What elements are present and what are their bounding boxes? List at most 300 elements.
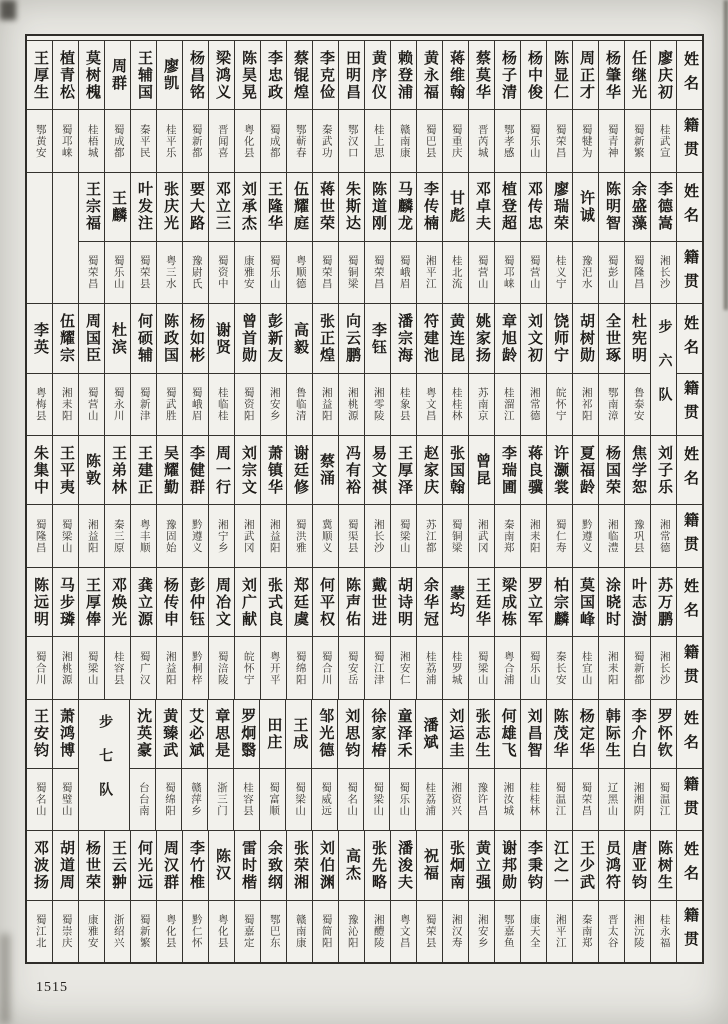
person-origin-cell [183,637,208,698]
person-name-cell-text: 田庄 [265,716,282,751]
person-origin-cell [495,110,520,171]
person-name-cell-text: 陈政国 [162,313,178,365]
person-origin-cell [495,637,520,698]
person-name-cell [182,700,207,769]
scan-artifact-bottom-left [0,934,10,1024]
person-origin-cell [79,505,104,566]
person-name-cell [625,831,650,900]
person-origin-cell [469,110,494,171]
person-origin-cell-text: 桂梧城 [86,123,98,159]
person-name-cell [573,568,598,637]
person-column [157,436,183,567]
header-name-cell-text: 姓名 [682,51,698,100]
person-origin-cell-text: 粤文昌 [424,387,436,422]
person-origin-cell [547,110,572,171]
person-name-cell-text: 王厚俸 [84,576,100,628]
roster-band-6 [27,700,702,832]
person-name-cell [313,41,338,110]
person-name-cell-text: 王云翀 [110,839,126,891]
person-name-cell-text: 何光远 [136,839,152,891]
person-column [651,41,677,172]
person-origin-cell [443,242,468,303]
person-column [105,831,131,962]
header-origin-cell-text: 籍贯 [681,775,698,824]
person-name-cell-text: 邓焕光 [110,576,126,628]
person-column [443,831,469,962]
person-origin-cell-text: 蜀乐山 [398,782,410,817]
person-origin-cell-text: 蜀绵阳 [163,782,175,817]
person-origin-cell-text: 桂上思 [372,123,384,159]
person-column [339,831,365,962]
person-name-cell [157,436,182,505]
person-origin-cell-text: 豫尉氏 [190,255,202,290]
person-name-cell [599,700,624,769]
person-name-cell-text: 杨子清 [500,49,516,101]
person-name-cell-text: 何雄飞 [499,708,516,760]
person-name-cell [651,41,676,110]
person-origin-cell-text: 蜀成都 [112,123,124,159]
person-name-cell-text: 王建正 [136,444,152,496]
person-origin-cell [443,637,468,698]
header-column [677,568,702,699]
person-name-cell [339,173,364,242]
header-column [677,41,702,172]
person-name-cell [157,173,182,242]
person-origin-cell [209,110,234,171]
person-column [443,700,469,831]
person-name-cell [209,304,234,373]
person-origin-cell [235,374,260,435]
person-column [79,304,105,435]
person-name-cell [235,568,260,637]
person-origin-cell-text: 湘益阳 [268,518,280,554]
person-origin-cell [339,505,364,566]
person-name-cell-text: 周国臣 [84,313,100,365]
person-origin-cell-text: 湘桃源 [346,387,358,422]
person-origin-cell-text: 蜀永川 [112,387,124,422]
person-name-cell-text: 刘昌智 [525,708,542,760]
person-origin-cell-text: 鲁泰安 [632,387,644,422]
person-name-cell-text: 植青松 [58,49,74,101]
roster-band-5 [27,568,702,700]
person-origin-cell-text: 蜀梁山 [372,782,384,817]
person-origin-cell [469,505,494,566]
person-column [495,304,521,435]
person-origin-cell [287,505,312,566]
person-name-cell-text: 郑廷虞 [292,576,308,628]
header-name-cell [677,304,702,373]
person-origin-cell-text: 蜀荣昌 [372,255,384,290]
person-origin-cell [495,769,520,830]
person-name-cell-text: 蔡锟煌 [292,49,308,101]
person-column [417,568,443,699]
person-origin-cell [365,374,390,435]
person-column [443,41,469,172]
person-name-cell-text: 张庆光 [162,181,178,233]
person-column [261,304,287,435]
person-origin-cell-text: 桂桂林 [450,387,462,422]
person-column [365,831,391,962]
person-origin-cell [261,637,286,698]
person-name-cell [651,568,676,637]
person-origin-cell-text: 粤化县 [242,123,254,159]
person-name-cell-text: 夏福龄 [578,444,594,496]
person-origin-cell [313,637,338,698]
person-origin-cell-text: 豫固始 [164,518,176,554]
person-column [443,304,469,435]
person-column [417,304,443,435]
person-name-cell [313,831,338,900]
person-column [339,568,365,699]
person-origin-cell-text: 赣南康 [398,123,410,159]
person-origin-cell [131,901,156,962]
person-origin-cell-text: 桂宜山 [580,650,592,686]
header-origin-cell-text: 籍贯 [682,512,698,561]
person-origin-cell-text: 蜀梁山 [476,650,488,686]
person-origin-cell [183,505,208,566]
person-origin-cell [651,505,676,566]
person-name-cell-text: 甘彪 [448,189,464,224]
person-origin-cell-text: 赣萍乡 [189,782,201,817]
person-origin-cell-text: 康天全 [528,914,540,949]
person-origin-cell [339,110,364,171]
person-name-cell-text: 彭新友 [266,313,282,365]
person-origin-cell-text: 蜀青神 [606,123,618,159]
person-column [417,173,443,304]
person-origin-cell-text: 皖怀宁 [242,650,254,686]
person-origin-cell [313,242,338,303]
person-origin-cell-text: 秦三原 [112,518,124,554]
person-name-cell-text: 罗怀钦 [655,708,672,760]
person-origin-cell-text: 晋闻喜 [216,123,228,159]
person-name-cell-text: 潘宗海 [396,313,412,365]
person-name-cell-text: 叶发注 [136,181,152,233]
person-origin-cell-text: 湘安乡 [476,914,488,949]
person-origin-cell [495,374,520,435]
person-name-cell [599,304,624,373]
person-origin-cell-text: 湘汉寿 [450,914,462,949]
person-origin-cell-text: 桂荔浦 [424,650,436,686]
person-name-cell [390,700,415,769]
person-name-cell-text: 莫树槐 [84,49,100,101]
header-name-cell [677,41,702,110]
person-name-cell-text: 向云鹏 [344,313,360,365]
person-name-cell-text: 张炯南 [448,839,464,891]
person-column [443,568,469,699]
person-origin-cell-text: 湘醴陵 [372,914,384,949]
person-column [599,304,625,435]
person-name-cell-text: 周群 [110,58,126,93]
person-origin-cell-text: 蜀资中 [216,255,228,290]
person-origin-cell-text: 粤合浦 [502,650,514,686]
header-name-cell [677,831,702,900]
squad-label-cell [651,304,676,435]
person-name-cell [312,700,337,769]
person-origin-cell-text: 粤化县 [164,914,176,949]
header-name-cell [677,568,702,637]
person-name-cell-text: 张式良 [266,576,282,628]
person-name-cell-text: 蔡莫华 [474,49,490,101]
person-name-cell-text: 江之一 [552,839,568,891]
person-origin-cell-text: 湘益阳 [86,518,98,554]
person-origin-cell [547,242,572,303]
person-column [365,568,391,699]
person-name-cell-text: 杜宪明 [630,313,646,365]
person-name-cell-text: 赵家庆 [422,444,438,496]
person-origin-cell [157,901,182,962]
person-name-cell-text: 黄序仪 [370,49,386,101]
person-column [130,700,156,831]
person-origin-cell-text: 湘长沙 [372,518,384,554]
person-column [443,436,469,567]
person-origin-cell [417,242,442,303]
person-name-cell [261,41,286,110]
person-origin-cell [53,637,78,698]
person-origin-cell-text: 湘平江 [554,914,566,949]
person-origin-cell-text: 蜀崇庆 [60,914,72,949]
person-name-cell-text: 王宗福 [84,181,100,233]
person-origin-cell [391,637,416,698]
person-name-cell-text: 戴世进 [370,576,386,628]
person-origin-cell-text: 湘耒阳 [528,518,540,554]
person-column [521,568,547,699]
person-name-cell-text: 陈声佑 [344,576,360,628]
person-origin-cell-text: 蜀温江 [658,782,670,817]
person-origin-cell [286,769,311,830]
person-name-cell [287,568,312,637]
person-origin-cell-text: 秦长安 [554,650,566,686]
person-origin-cell [183,242,208,303]
person-name-cell [469,304,494,373]
person-name-cell-text: 刘宗文 [240,444,256,496]
person-name-cell [469,436,494,505]
person-name-cell [235,436,260,505]
person-origin-cell-text: 晋太谷 [606,914,618,949]
person-origin-cell-text: 湘益阳 [164,650,176,686]
person-origin-cell-text: 秦平民 [138,123,150,159]
person-name-cell [53,436,78,505]
person-origin-cell-text: 蜀彭山 [606,255,618,290]
header-origin-cell [677,374,702,435]
person-column [235,831,261,962]
person-origin-cell [261,374,286,435]
person-column [651,700,677,831]
person-column [469,173,495,304]
person-name-cell-text: 蒋良骥 [526,444,542,496]
person-name-cell [495,41,520,110]
person-origin-cell-text: 蜀威远 [320,782,332,817]
person-name-cell [443,304,468,373]
person-name-cell [131,41,156,110]
person-origin-cell [443,505,468,566]
person-origin-cell-text: 湘桃源 [60,650,72,686]
person-origin-cell-text: 鲁临清 [294,387,306,422]
person-name-cell-text: 曾昆 [474,453,490,488]
person-name-cell-text: 高毅 [292,321,308,356]
person-column [287,304,313,435]
header-origin-cell [677,505,702,566]
person-column [599,568,625,699]
person-origin-cell [157,637,182,698]
person-name-cell [27,304,52,373]
person-column [365,41,391,172]
person-name-cell-text: 李传楠 [422,181,438,233]
person-name-cell [651,831,676,900]
header-origin-cell [677,110,702,171]
person-name-cell-text: 余盛藻 [630,181,646,233]
person-origin-cell [417,505,442,566]
person-name-cell-text: 杨肇华 [604,49,620,101]
person-origin-cell [391,505,416,566]
person-origin-cell-text: 湘常德 [528,387,540,422]
person-origin-cell-text: 蜀铜梁 [450,518,462,554]
person-origin-cell [182,769,207,830]
person-column [495,568,521,699]
person-name-cell-text: 柏宗麟 [552,576,568,628]
person-origin-cell [287,242,312,303]
person-name-cell [391,41,416,110]
header-origin-cell-text: 籍贯 [682,380,698,429]
person-name-cell-text: 李克俭 [318,49,334,101]
person-column [416,700,442,831]
person-origin-cell-text: 蜀巴县 [424,123,436,159]
person-origin-cell-text: 蜀新繁 [632,123,644,159]
person-column [261,173,287,304]
person-name-cell [417,568,442,637]
person-column [391,436,417,567]
header-name-cell-text: 姓名 [682,314,698,363]
header-name-cell-text: 姓名 [682,446,698,495]
person-origin-cell-text: 黔遵义 [190,518,202,554]
person-column [157,41,183,172]
header-origin-cell-text: 籍贯 [682,907,698,956]
person-name-cell-text: 全世琢 [604,313,620,365]
person-origin-cell [27,637,52,698]
person-column [209,41,235,172]
person-column [365,304,391,435]
person-name-cell [469,700,494,769]
person-origin-cell-text: 湘祁阳 [580,387,592,422]
person-name-cell [495,568,520,637]
person-name-cell-text: 刘伯渊 [318,839,334,891]
person-column [209,436,235,567]
person-name-cell [183,436,208,505]
empty-cell [53,173,78,304]
person-name-cell [521,700,546,769]
header-origin-cell-text: 籍贯 [682,248,698,297]
person-name-cell-text: 王安钧 [32,708,49,760]
person-name-cell [365,831,390,900]
person-column [573,436,599,567]
person-column [339,436,365,567]
person-column [365,436,391,567]
person-origin-cell [469,769,494,830]
person-column [573,831,599,962]
person-column [27,436,53,567]
person-origin-cell [130,769,155,830]
person-column [105,568,131,699]
person-column [27,304,53,435]
roster-band-1 [27,41,702,173]
person-name-cell-text: 饶师宁 [552,313,568,365]
person-origin-cell-text: 湘武冈 [476,518,488,554]
person-origin-cell [261,110,286,171]
person-column [651,568,677,699]
person-column [105,436,131,567]
person-column [183,436,209,567]
person-column [53,831,79,962]
person-origin-cell-text: 蜀乐山 [528,123,540,159]
person-origin-cell [312,769,337,830]
roster-table [25,34,704,964]
person-name-cell [313,568,338,637]
person-origin-cell [287,901,312,962]
person-origin-cell-text: 湘湘阴 [632,782,644,817]
person-origin-cell-text: 蜀渠县 [346,518,358,554]
person-origin-cell [469,242,494,303]
person-column [547,41,573,172]
person-name-cell-text: 何平权 [318,576,334,628]
person-column [235,41,261,172]
person-name-cell [260,700,285,769]
person-origin-cell [339,901,364,962]
person-column [573,173,599,304]
person-name-cell-text: 黄臻武 [161,708,178,760]
person-origin-cell-text: 蜀江津 [372,650,384,686]
person-origin-cell-text: 浙三门 [216,782,227,817]
person-name-cell-text: 刘文初 [526,313,542,365]
scan-artifact-right-edge [724,0,728,310]
person-name-cell [157,568,182,637]
person-column [209,568,235,699]
person-name-cell [495,304,520,373]
person-origin-cell [521,901,546,962]
person-name-cell-text: 李健群 [188,444,204,496]
header-origin-cell [677,901,702,962]
person-name-cell-text: 马麟龙 [396,181,412,233]
person-column [209,173,235,304]
person-column [339,173,365,304]
person-column [469,700,495,831]
person-column [261,831,287,962]
person-name-cell [131,568,156,637]
person-name-cell [469,173,494,242]
person-origin-cell-text: 蜀荣县 [424,914,436,949]
person-name-cell [521,173,546,242]
person-column [131,304,157,435]
person-origin-cell [365,110,390,171]
person-column [443,173,469,304]
empty-cell [27,173,52,304]
person-name-cell [235,173,260,242]
person-column [287,173,313,304]
person-origin-cell [391,374,416,435]
person-column [261,436,287,567]
person-origin-cell-text: 蜀新津 [138,387,150,422]
person-origin-cell-text: 蜀江北 [34,914,46,949]
person-name-cell [339,41,364,110]
person-name-cell [625,700,650,769]
person-column [390,700,416,831]
person-name-cell [287,41,312,110]
person-name-cell-text: 张荣湘 [292,839,308,891]
person-origin-cell [208,769,233,830]
person-name-cell-text: 陈汉 [214,848,230,883]
person-origin-cell [443,110,468,171]
person-origin-cell [131,110,156,171]
person-name-cell [573,41,598,110]
person-origin-cell [391,242,416,303]
